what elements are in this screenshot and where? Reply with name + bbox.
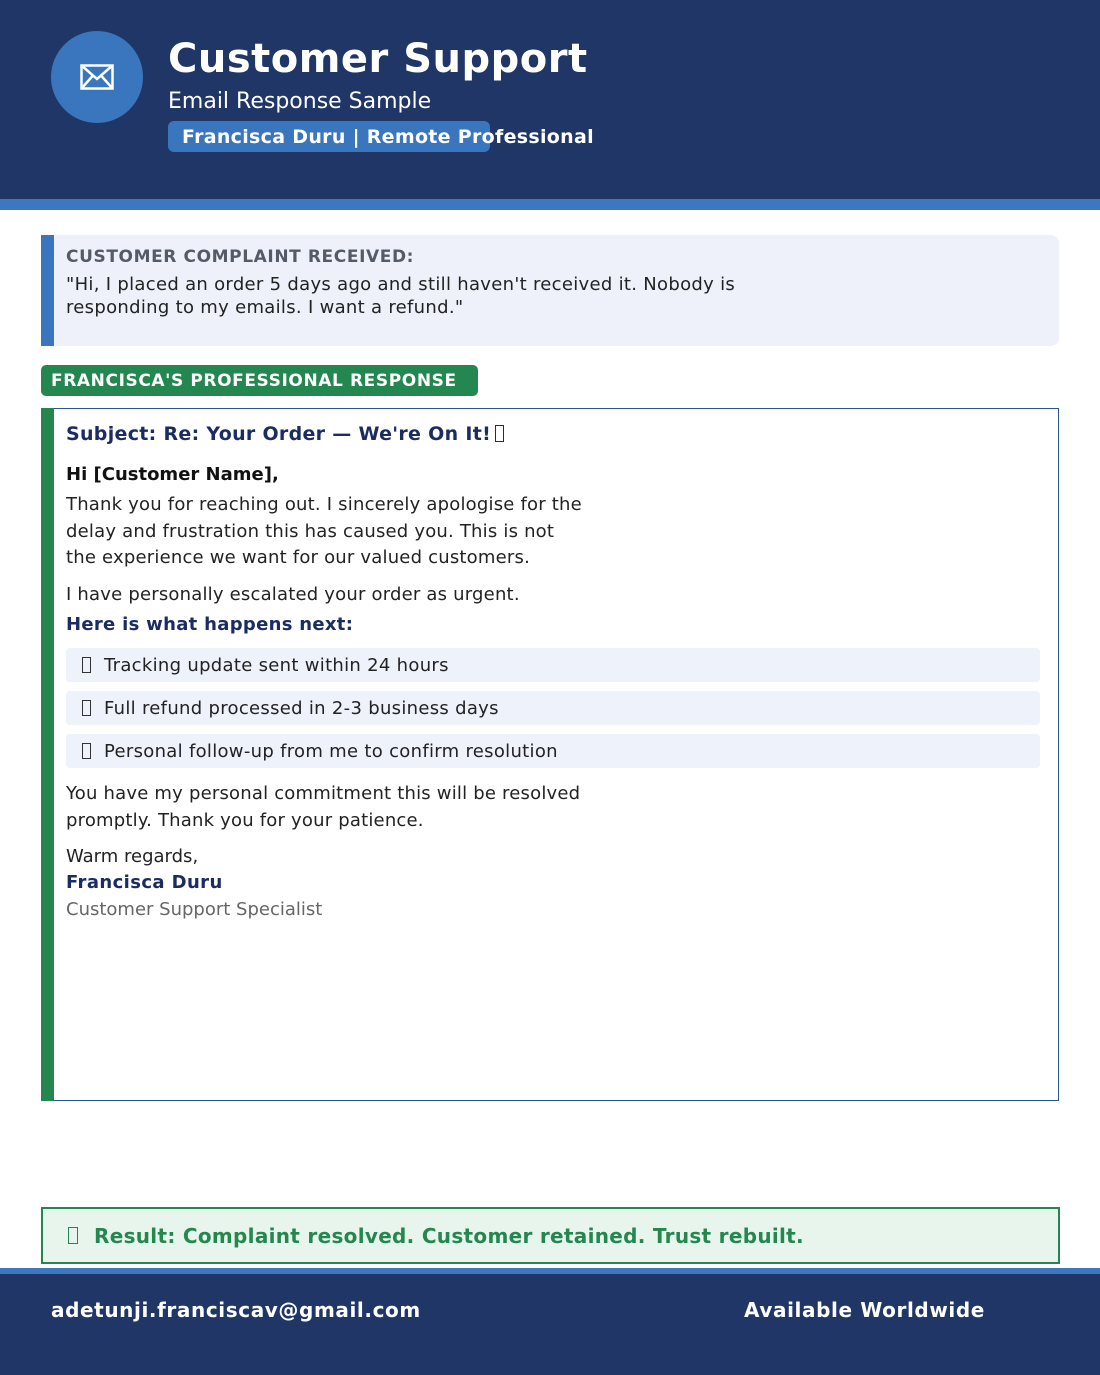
email-signoff: Warm regards, xyxy=(66,846,199,867)
missing-glyph-icon xyxy=(82,657,91,673)
next-steps-heading: Here is what happens next: xyxy=(66,614,354,635)
result-text: Result: Complaint resolved. Customer retained. Trust rebuilt. xyxy=(94,1223,804,1248)
email-paragraph-apology: Thank you for reaching out. I sincerely apologise for the delay and frustration this has caused you. This is not the experience we want for our valued customers. xyxy=(66,494,582,568)
email-subject xyxy=(66,423,504,445)
next-step-item xyxy=(66,648,1040,682)
response-tag xyxy=(41,365,478,396)
email-signer-name: Francisca Duru xyxy=(66,872,223,893)
next-step-text: Full refund processed in 2-3 business days xyxy=(104,697,499,719)
page-title: Customer Support xyxy=(168,36,588,82)
header xyxy=(0,0,1100,199)
footer-availability: Available Worldwide xyxy=(744,1298,985,1322)
email-paragraph-commitment: You have my personal commitment this will be resolved promptly. Thank you for your patience. xyxy=(66,783,581,831)
next-step-text: Personal follow-up from me to confirm resolution xyxy=(104,740,558,762)
next-step-item xyxy=(66,734,1040,768)
footer xyxy=(0,1274,1100,1375)
result-banner xyxy=(41,1207,1060,1264)
complaint-label: CUSTOMER COMPLAINT RECEIVED: xyxy=(66,247,415,267)
complaint-text: "Hi, I placed an order 5 days ago and still haven't received it. Nobody is responding to my emails. I want a refund." xyxy=(66,274,736,318)
next-step-text: Tracking update sent within 24 hours xyxy=(104,654,449,676)
missing-glyph-icon xyxy=(495,425,504,442)
next-step-item xyxy=(66,691,1040,725)
footer-email: adetunji.franciscav@gmail.com xyxy=(51,1298,421,1322)
response-tag-label: FRANCISCA'S PROFESSIONAL RESPONSE xyxy=(51,370,457,391)
email-signer-role: Customer Support Specialist xyxy=(66,899,323,920)
missing-glyph-icon xyxy=(68,1227,78,1244)
complaint-card xyxy=(41,235,1059,346)
email-paragraph-escalation: I have personally escalated your order as urgent. xyxy=(66,584,520,605)
envelope-icon xyxy=(51,31,143,123)
email-response-card xyxy=(41,408,1059,1101)
header-accent-bar xyxy=(0,199,1100,210)
page-subtitle: Email Response Sample xyxy=(168,89,432,114)
email-subject-text: Subject: Re: Your Order — We're On It! xyxy=(66,423,492,445)
name-badge: Francisca Duru | Remote Professional xyxy=(182,126,594,148)
missing-glyph-icon xyxy=(82,743,91,759)
missing-glyph-icon xyxy=(82,700,91,716)
email-greeting: Hi [Customer Name], xyxy=(66,464,279,485)
